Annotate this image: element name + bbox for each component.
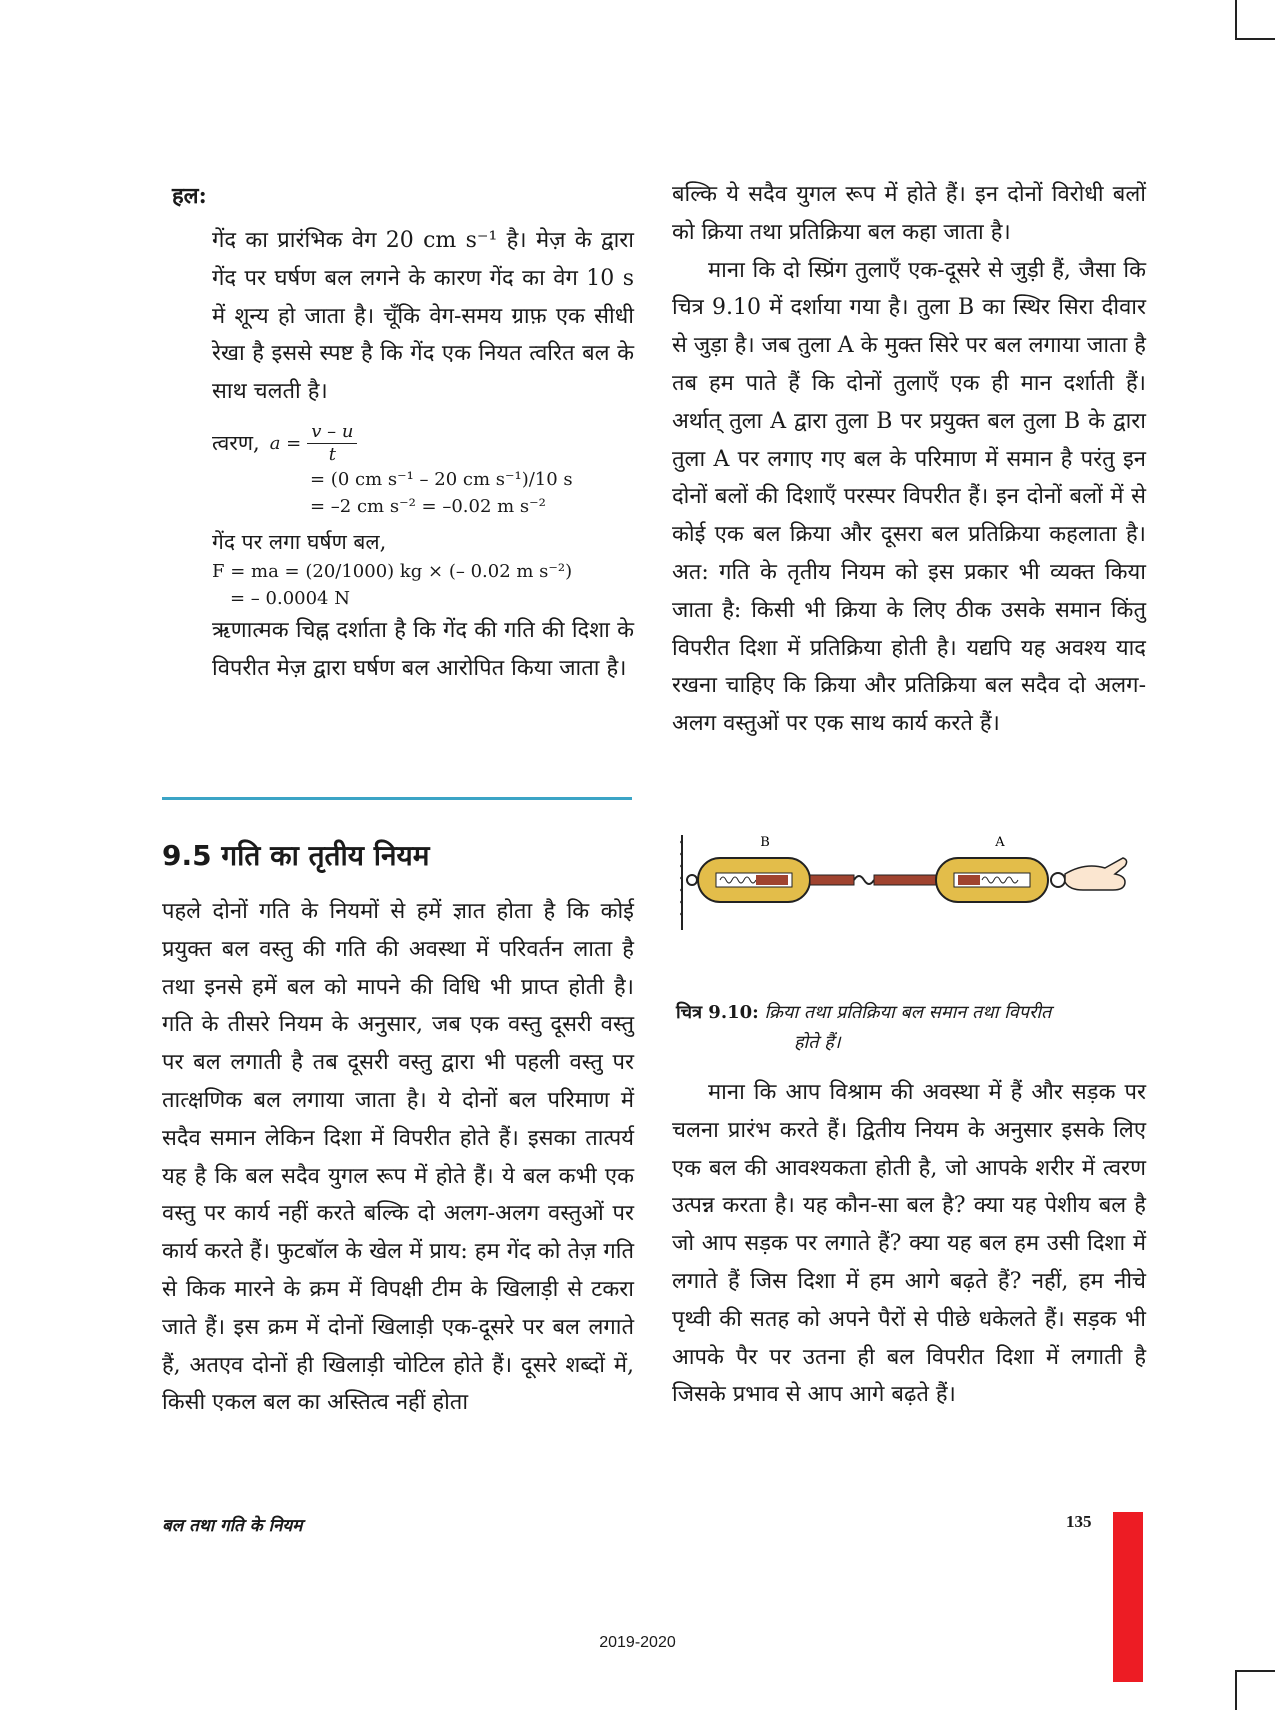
balance-a-rod: [958, 875, 980, 885]
right-column-top: [672, 176, 1146, 743]
section-divider: [162, 797, 632, 800]
pull-ring: [1051, 873, 1065, 887]
section-body-column: [162, 893, 634, 1422]
acceleration-step-2: = –2 cm s⁻² = –0.02 m s⁻²: [310, 495, 546, 517]
page-edge-bar: [1113, 1512, 1143, 1682]
balance-b-rod: [756, 875, 788, 885]
caption-text-1: क्रिया तथा प्रतिक्रिया बल समान तथा विपरीत: [764, 1002, 1052, 1023]
solution-block: [162, 180, 634, 688]
acceleration-formula: [212, 421, 634, 612]
acceleration-fraction: [307, 421, 357, 466]
fraction-numerator: v – u: [307, 421, 357, 444]
label-b: B: [760, 835, 770, 850]
connector-rod-right: [874, 875, 936, 885]
crop-mark-top-right: [1235, 0, 1275, 40]
wall-hook: [687, 875, 697, 885]
label-a: A: [995, 835, 1005, 850]
force-value: = – 0.0004 N: [230, 587, 350, 609]
acceleration-variable: a =: [269, 432, 302, 454]
hand-icon: [1065, 858, 1127, 890]
right-column-bottom: [672, 1074, 1146, 1414]
caption-text-2: होते हैं।: [794, 1032, 841, 1053]
acceleration-label: त्वरण,: [212, 430, 260, 455]
connector-rod-left: [810, 875, 854, 885]
page-number: 135: [1066, 1512, 1092, 1531]
solution-heading: हल:: [172, 183, 207, 209]
section-paragraph: पहले दोनों गति के नियमों से हमें ज्ञात होता है कि कोई प्रयुक्त बल वस्तु की गति की अवस्था में परिवर्तन लाता है तथा इनसे हमें बल को मापने की विधि भी प्राप्त होती है। गति के तीसरे नियम के अनुसार, जब एक वस्तु दूसरी वस्तु पर बल लगाती है तब दूसरी वस्तु द्वारा भी पहली वस्तु पर तात्क्षणिक बल लगाया जाता है। ये दोनों बल परिमाण में सदैव समान लेकिन दिशा में विपरीत होते हैं। इसका तात्पर्य यह है कि बल सदैव युगल रूप में होते हैं। ये बल कभी एक वस्तु पर कार्य नहीं करते बल्कि दो अलग-अलग वस्तुओं पर कार्य करते हैं। फुटबॉल के खेल में प्राय: हम गेंद को तेज़ गति से किक मारने के क्रम में विपक्षी टीम के खिलाड़ी से टकरा जाते हैं। इस क्रम में दोनों खिलाड़ी एक-दूसरे पर बल लगाते हैं, अतएव दोनों ही खिलाड़ी चोटिल होते हैं। दूसरे शब्दों में, किसी एकल बल का अस्तित्व नहीं होता: [162, 899, 634, 1416]
force-equation: F = ma = (20/1000) kg × (– 0.02 m s⁻²): [212, 560, 573, 582]
figure-caption: [676, 998, 1146, 1058]
fraction-denominator: t: [328, 443, 336, 465]
acceleration-row: [212, 421, 634, 466]
right-paragraph-1: बल्कि ये सदैव युगल रूप में होते हैं। इन दोनों विरोधी बलों को क्रिया तथा प्रतिक्रिया बल कहा जाता है।: [672, 182, 1146, 245]
chapter-footer-title: बल तथा गति के नियम: [162, 1516, 303, 1536]
solution-intro: गेंद का प्रारंभिक वेग 20 cm s⁻¹ है। मेज़ के द्वारा गेंद पर घर्षण बल लगने के कारण गेंद का वेग 10 s में शून्य हो जाता है। चूँकि वेग-समय ग्राफ़ एक सीधी रेखा है इससे स्पष्ट है कि गेंद एक नियत त्वरित बल के साथ चलती है।: [212, 228, 634, 405]
solution-content: [212, 222, 634, 688]
friction-force-label: गेंद पर लगा घर्षण बल,: [212, 529, 387, 554]
acceleration-step-1: = (0 cm s⁻¹ – 20 cm s⁻¹)/10 s: [310, 468, 573, 490]
solution-conclusion: ऋणात्मक चिह्न दर्शाता है कि गेंद की गति की दिशा के विपरीत मेज़ द्वारा घर्षण बल आरोपित किया जाता है।: [212, 617, 634, 681]
edition-year: 2019-2020: [599, 1634, 676, 1651]
right-paragraph-3: माना कि आप विश्राम की अवस्था में हैं और सड़क पर चलना प्रारंभ करते हैं। द्वितीय नियम के अनुसार इसके लिए एक बल की आवश्यकता होती है, जो आपके शरीर में त्वरण उत्पन्न करता है। यह कौन-सा बल है? क्या यह पेशीय बल है जो आप सड़क पर लगाते हैं? क्या यह बल हम उसी दिशा में लगाते हैं जिस दिशा में हम आगे बढ़ते हैं? नहीं, हम नीचे पृथ्वी की सतह को अपने पैरों से पीछे धकेलते हैं। सड़क भी आपके पैर पर उतना ही बल विपरीत दिशा में लगाती है जिसके प्रभाव से आप आगे बढ़ते हैं।: [672, 1080, 1146, 1408]
connector-hook: [854, 876, 874, 884]
crop-mark-bottom-right: [1235, 1670, 1275, 1710]
spring-balance-figure: [680, 830, 1140, 940]
right-paragraph-2: माना कि दो स्प्रिंग तुलाएँ एक-दूसरे से जुड़ी हैं, जैसा कि चित्र 9.10 में दर्शाया गया है। तुला B का स्थिर सिरा दीवार से जुड़ा है। जब तुला A के मुक्त सिरे पर बल लगाया जाता है तब हम पाते हैं कि दोनों तुलाएँ एक ही मान दर्शाती हैं। अर्थात् तुला A द्वारा तुला B पर प्रयुक्त बल तुला B के द्वारा तुला A पर लगाए गए बल के परिमाण में समान है परंतु इन दोनों बलों की दिशाएँ परस्पर विपरीत हैं। इन दोनों बलों में से कोई एक बल क्रिया और दूसरा बल प्रतिक्रिया कहलाता है। अत: गति के तृतीय नियम को इस प्रकार भी व्यक्त किया जाता है: किसी भी क्रिया के लिए ठीक उसके समान किंतु विपरीत दिशा में प्रतिक्रिया होती है। यद्यपि यह अवश्य याद रखना चाहिए कि क्रिया और प्रतिक्रिया बल सदैव दो अलग-अलग वस्तुओं पर एक साथ कार्य करते हैं।: [672, 257, 1146, 737]
section-title: 9.5 गति का तृतीय नियम: [162, 839, 430, 872]
caption-label: चित्र 9.10:: [676, 1002, 759, 1023]
